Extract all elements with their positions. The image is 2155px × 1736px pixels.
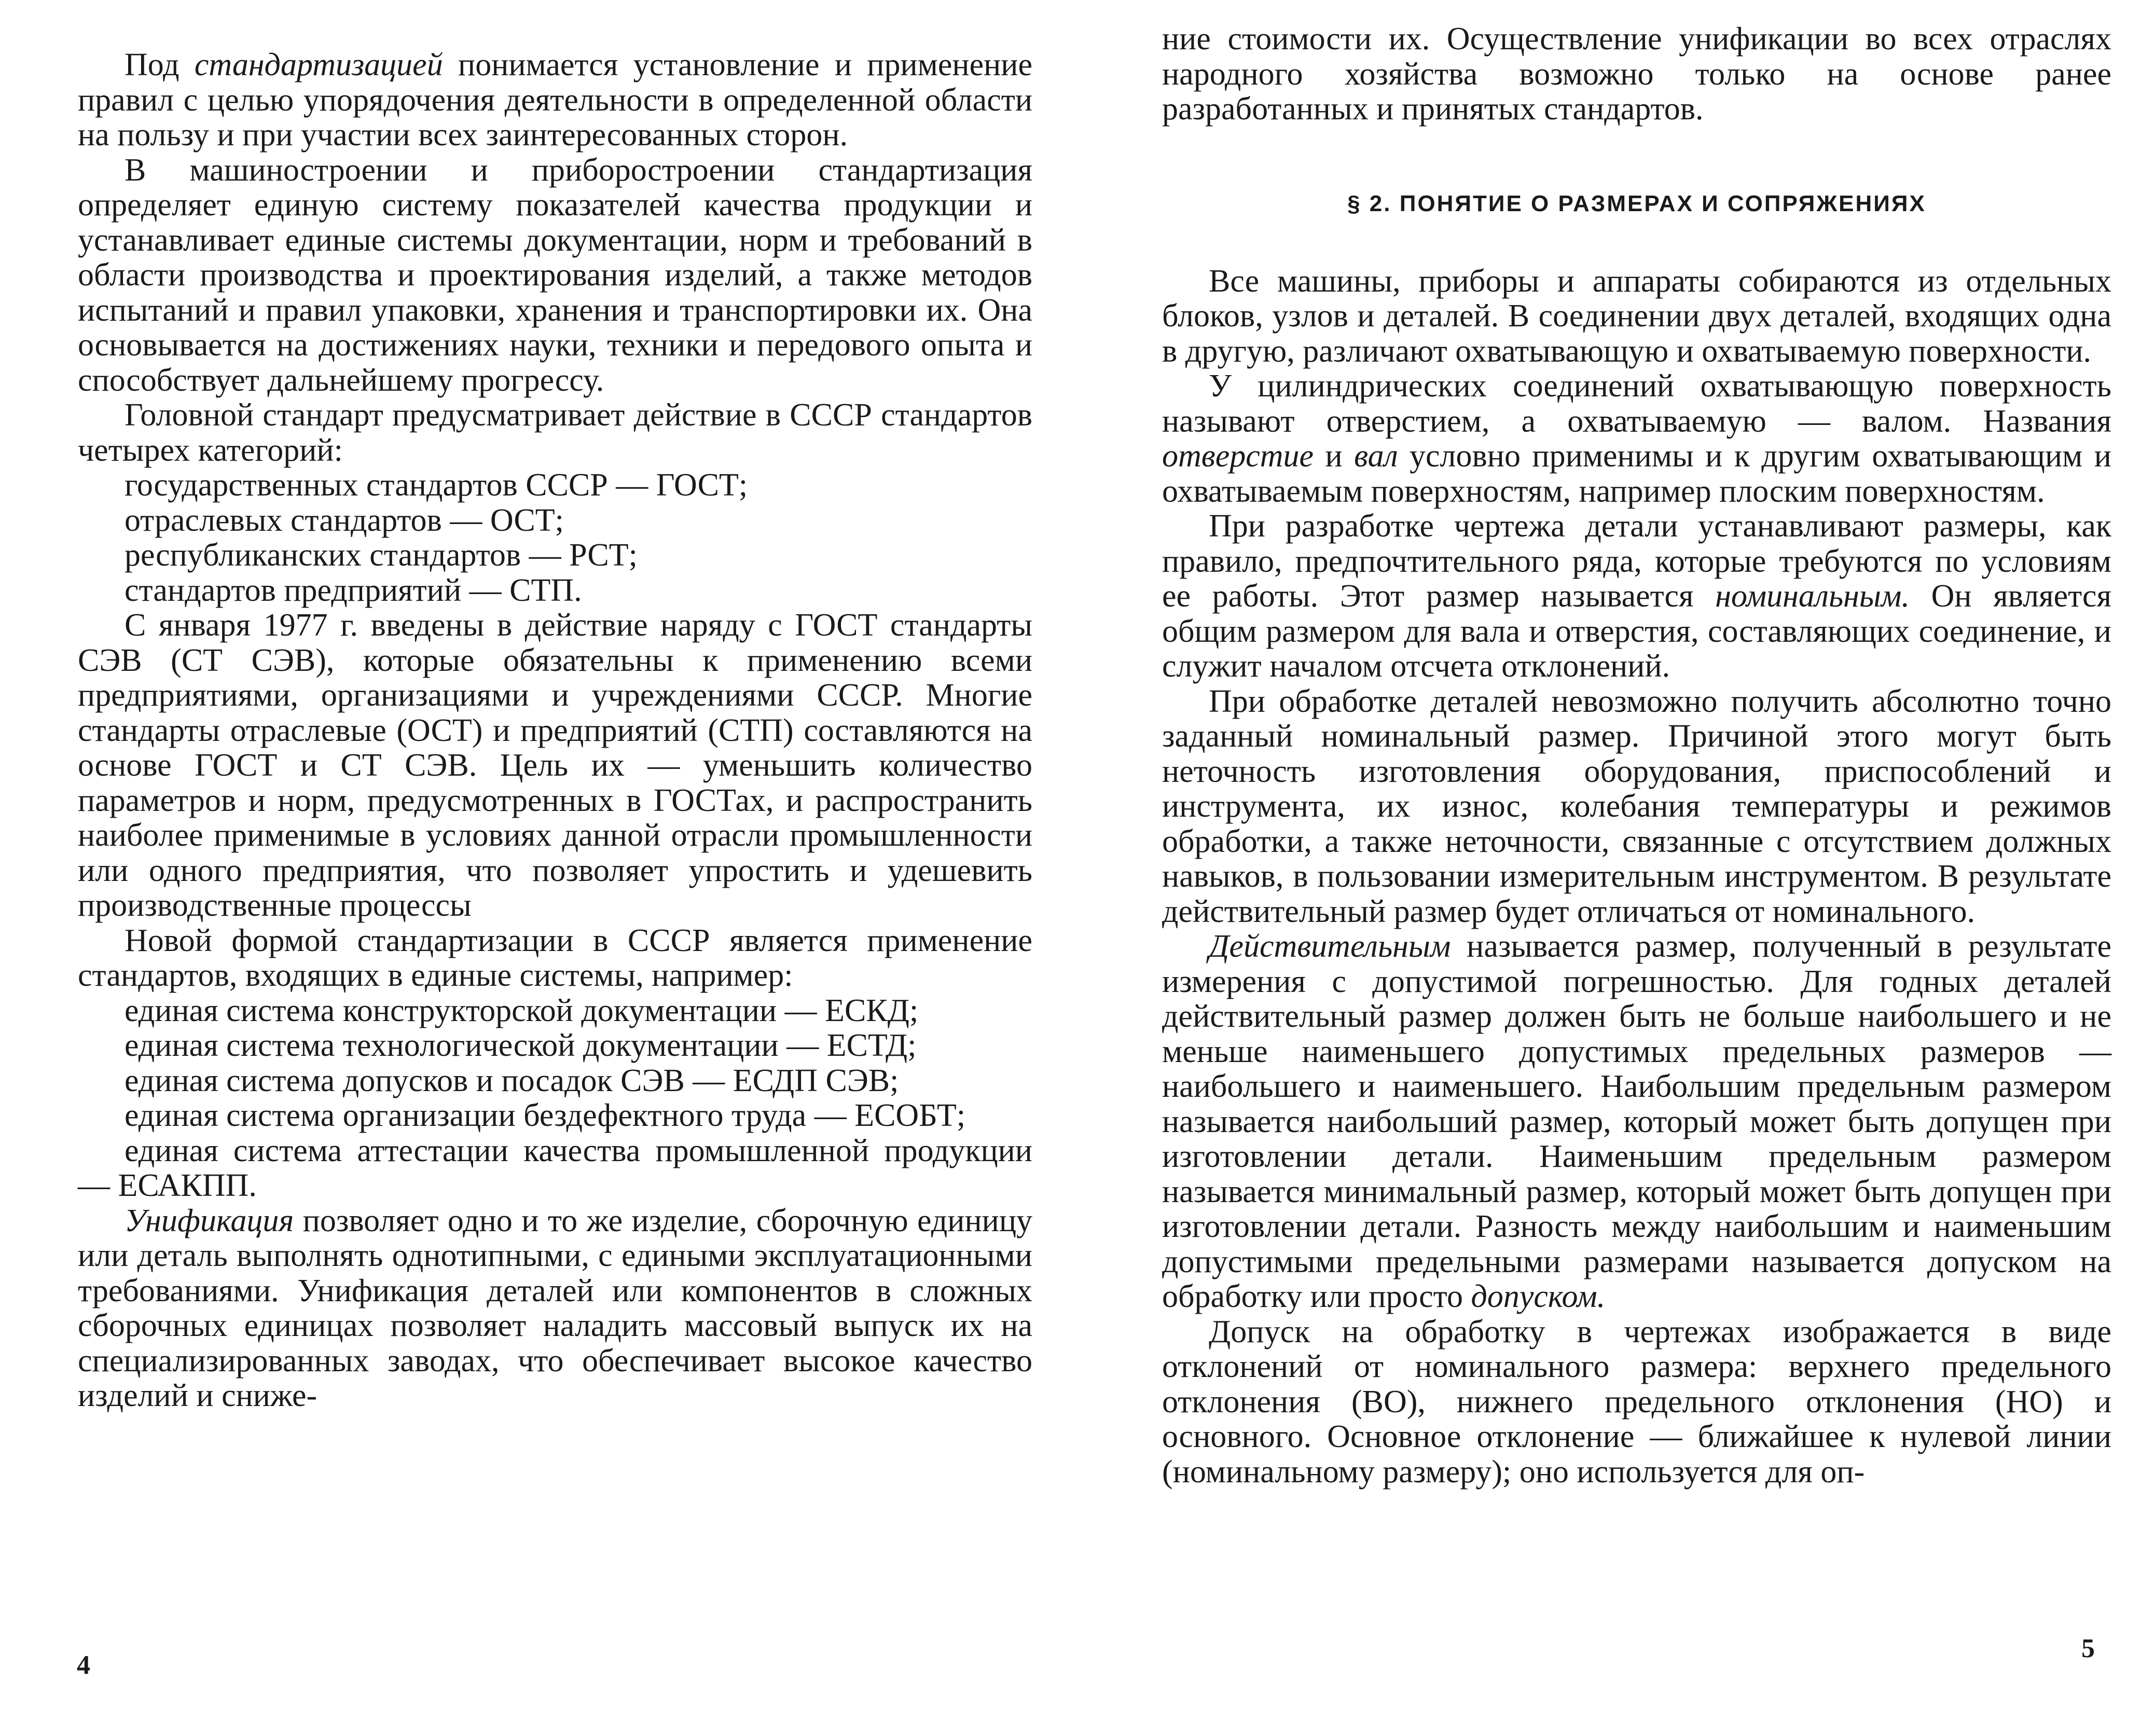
paragraph-unification: Унификация позволяет одно и то же изделие, сборочную единицу или деталь выполнять однотипными, с едиными эксплуатационными требованиями. Унификация деталей или компонентов в сложных сборочных единицах позволяет наладить массовый выпуск их на специализированных заводах, что обеспечивает высокое качество изделий и сниже-: [78, 1203, 1032, 1413]
paragraph-main-standard: Головной стандарт предусматривает действие в СССР стандартов четырех категорий:: [78, 397, 1032, 468]
term-standardization: стандартизацией: [194, 47, 443, 82]
list-item: республиканских стандартов — РСТ;: [125, 538, 638, 573]
list-item: стандартов предприятий — СТП.: [125, 572, 582, 608]
paragraph-sev-standards: С января 1977 г. введены в действие наряду с ГОСТ стандарты СЭВ (СТ СЭВ), которые обязательны к применению всеми предприятиями, организациями и учреждениями СССР. Многие стандарты отраслевые (ОСТ) и предприятий (СТП) составляются на основе ГОСТ и СТ СЭВ. Цель их — уменьшить количество параметров и норм, предусмотренных в ГОСТах, и распространить наиболее применимые в условиях данной отрасли промышленности или одного предприятия, что позволяет упростить и удешевить производственные процессы: [78, 608, 1032, 923]
list-item: единая система аттестации качества промышленной продукции — ЕСАКПП.: [78, 1133, 1032, 1203]
term-shaft: вал: [1354, 438, 1398, 474]
term-actual: Действительным: [1209, 929, 1451, 964]
list-item: единая система допусков и посадок СЭВ — ЕСДП СЭВ;: [125, 1063, 899, 1098]
list-item: государственных стандартов СССР — ГОСТ;: [125, 467, 748, 503]
term-unification: Унификация: [125, 1203, 294, 1238]
paragraph-continuation: ние стоимости их. Осуществление унификации во всех отраслях народного хозяйства возможно только на основе ранее разработанных и принятых стандартов.: [1162, 21, 2111, 127]
standard-categories-list: [78, 468, 1032, 608]
paragraph-tolerance-drawing: Допуск на обработку в чертежах изображается в виде отклонений от номинального размера: верхнего предельного отклонения (ВО), нижнего предельного отклонения (НО) и основного. Основное отклонение — ближайшее к нулевой линии (номинальному размеру); оно используется для оп-: [1162, 1314, 2111, 1490]
term-hole: отверстие: [1162, 438, 1314, 474]
unified-systems-list: [78, 994, 1032, 1204]
paragraph-actual-size: Действительным называется размер, полученный в результате измерения с допустимой погрешностью. Для годных деталей действительный размер должен быть не больше наибольшего и не меньше наименьшего допустимых предельных размеров — наибольшего и наименьшего. Наибольшим предельным размером называется наибольший размер, который может быть допущен при изготовлении детали. Наименьшим предельным размером называется минимальный размер, который может быть допущен при изготовлении детали. Разность между наибольшим и наименьшим допустимыми предельными размерами называется допуском на обработку или просто допуском.: [1162, 929, 2111, 1314]
right-page: [1162, 0, 2111, 1736]
term-nominal: номинальным.: [1715, 578, 1910, 614]
page-number-right: 5: [2081, 1634, 2095, 1663]
list-item: отраслевых стандартов — ОСТ;: [125, 502, 564, 538]
paragraph-machining-accuracy: При обработке деталей невозможно получить абсолютно точно заданный номинальный размер. Причиной этого могут быть неточность изготовления оборудования, приспособлений и инструмента, их износ, колебания температуры и режимов обработки, а также неточности, связанные с отсутствием должных навыков, в пользовании измерительным инструментом. В результате действительный размер будет отличаться от номинального.: [1162, 683, 2111, 929]
paragraph-nominal-size: При разработке чертежа детали устанавливают размеры, как правило, предпочтительного ряда, которые требуются по условиям ее работы. Этот размер называется номинальным. Он является общим размером для вала и отверстия, составляющих соединение, и служит началом отсчета отклонений.: [1162, 508, 2111, 684]
paragraph-machine-building: В машиностроении и приборостроении стандартизация определяет единую систему показателей качества продукции и устанавливает единые системы документации, норм и требований в области производства и проектирования изделий, а также методов испытаний и правил упаковки, хранения и транспортировки их. Она основывается на достижениях науки, техники и передового опыта и способствует дальнейшему прогрессу.: [78, 152, 1032, 398]
paragraph-standardization-definition: Под стандартизацией понимается установление и применение правил с целью упорядочения деятельности в определенной области на пользу и при участии всех заинтересованных сторон.: [78, 47, 1032, 153]
paragraph-assembly: Все машины, приборы и аппараты собираются из отдельных блоков, узлов и деталей. В соединении двух деталей, входящих одна в другую, различают охватывающую и охватываемую поверхности.: [1162, 263, 2111, 369]
paragraph-hole-shaft: У цилиндрических соединений охватывающую поверхность называют отверстием, а охватываемую — валом. Названия отверстие и вал условно применимы и к другим охватывающим и охватываемым поверхностям, например плоским поверхностям.: [1162, 368, 2111, 509]
list-item: единая система технологической документации — ЕСТД;: [125, 1028, 917, 1063]
left-page: [78, 0, 1032, 1736]
paragraph-new-form: Новой формой стандартизации в СССР является применение стандартов, входящих в единые системы, например:: [78, 922, 1032, 993]
page-number-left: 4: [77, 1650, 90, 1680]
section-heading: § 2. ПОНЯТИЕ О РАЗМЕРАХ И СОПРЯЖЕНИЯХ: [1347, 190, 1926, 216]
list-item: единая система конструкторской документации — ЕСКД;: [125, 993, 919, 1028]
term-tolerance: допуском.: [1471, 1279, 1606, 1314]
list-item: единая система организации бездефектного труда — ЕСОБТ;: [125, 1098, 966, 1133]
